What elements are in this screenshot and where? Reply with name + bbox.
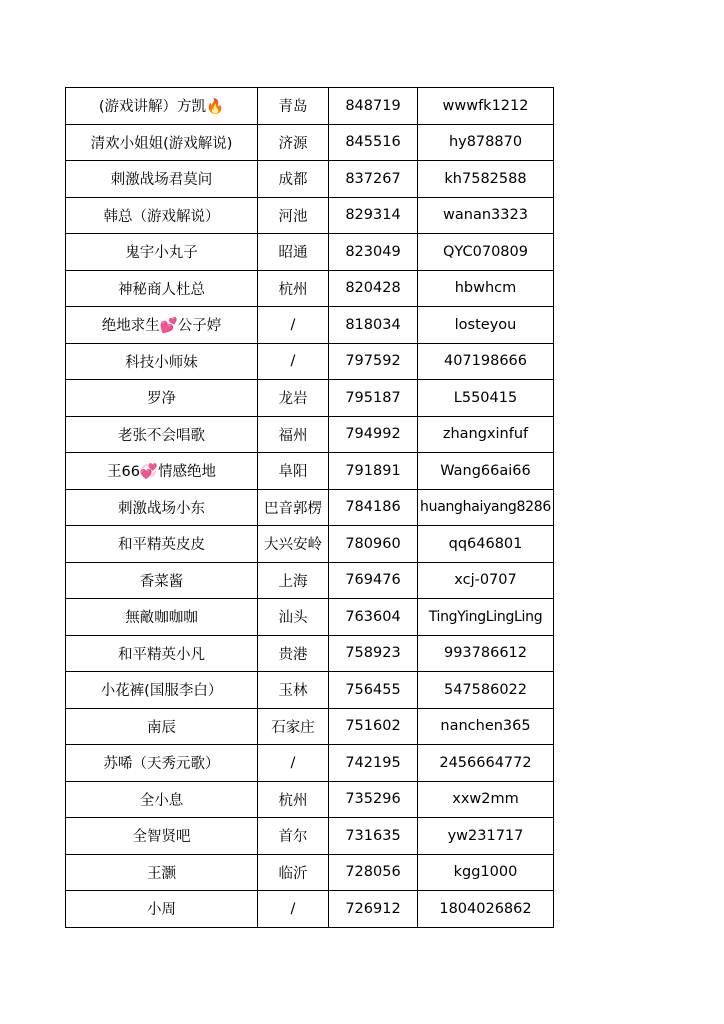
table-row — [66, 270, 554, 307]
name-cell: 和平精英皮皮 — [66, 526, 258, 563]
name-cell: 老张不会唱歌 — [66, 416, 258, 453]
name-cell: 香菜酱 — [66, 562, 258, 599]
account-cell: wanan3323 — [418, 197, 554, 234]
number-cell: 758923 — [329, 635, 418, 672]
name-cell: 刺激战场君莫问 — [66, 161, 258, 198]
account-cell: yw231717 — [418, 818, 554, 855]
number-cell: 726912 — [329, 891, 418, 928]
table-row — [66, 672, 554, 709]
city-cell: 上海 — [258, 562, 329, 599]
account-cell: zhangxinfuf — [418, 416, 554, 453]
account-cell: xcj-0707 — [418, 562, 554, 599]
account-cell: kh7582588 — [418, 161, 554, 198]
number-cell: 780960 — [329, 526, 418, 563]
table-row — [66, 234, 554, 271]
city-cell: 石家庄 — [258, 708, 329, 745]
city-cell: 汕头 — [258, 599, 329, 636]
name-cell: 和平精英小凡 — [66, 635, 258, 672]
data-table — [65, 87, 554, 928]
number-cell: 728056 — [329, 854, 418, 891]
table-body — [66, 88, 554, 928]
table-row — [66, 745, 554, 782]
name-cell: 王66💞情感绝地 — [66, 453, 258, 490]
account-cell: 993786612 — [418, 635, 554, 672]
city-cell: 贵港 — [258, 635, 329, 672]
name-cell: 韩总（游戏解说） — [66, 197, 258, 234]
account-cell: losteyou — [418, 307, 554, 344]
name-cell: 罗净 — [66, 380, 258, 417]
table-row — [66, 88, 554, 125]
table-row — [66, 562, 554, 599]
table-row — [66, 818, 554, 855]
name-cell: 神秘商人杜总 — [66, 270, 258, 307]
account-cell: hbwhcm — [418, 270, 554, 307]
account-cell: nanchen365 — [418, 708, 554, 745]
table-row — [66, 854, 554, 891]
name-cell: 全小息 — [66, 781, 258, 818]
number-cell: 848719 — [329, 88, 418, 125]
account-cell: 547586022 — [418, 672, 554, 709]
account-cell: TingYingLingLing — [418, 599, 554, 636]
account-cell: xxw2mm — [418, 781, 554, 818]
table-row — [66, 307, 554, 344]
city-cell: / — [258, 745, 329, 782]
city-cell: 成都 — [258, 161, 329, 198]
name-cell: 清欢小姐姐(游戏解说) — [66, 124, 258, 161]
name-cell: 苏唏（天秀元歌） — [66, 745, 258, 782]
table-row — [66, 343, 554, 380]
number-cell: 845516 — [329, 124, 418, 161]
number-cell: 795187 — [329, 380, 418, 417]
city-cell: 福州 — [258, 416, 329, 453]
table-row — [66, 891, 554, 928]
city-cell: / — [258, 891, 329, 928]
account-cell: 2456664772 — [418, 745, 554, 782]
name-cell: 南辰 — [66, 708, 258, 745]
table-row — [66, 635, 554, 672]
number-cell: 820428 — [329, 270, 418, 307]
number-cell: 823049 — [329, 234, 418, 271]
table-row — [66, 599, 554, 636]
number-cell: 751602 — [329, 708, 418, 745]
city-cell: 临沂 — [258, 854, 329, 891]
number-cell: 829314 — [329, 197, 418, 234]
number-cell: 763604 — [329, 599, 418, 636]
account-cell: kgg1000 — [418, 854, 554, 891]
name-cell: 刺激战场小东 — [66, 489, 258, 526]
city-cell: 杭州 — [258, 781, 329, 818]
city-cell: 河池 — [258, 197, 329, 234]
account-cell: Wang66ai66 — [418, 453, 554, 490]
table-row — [66, 161, 554, 198]
table-row — [66, 708, 554, 745]
name-cell: 王灏 — [66, 854, 258, 891]
name-cell: (游戏讲解）方凯🔥 — [66, 88, 258, 125]
name-cell: 科技小师妹 — [66, 343, 258, 380]
city-cell: 大兴安岭 — [258, 526, 329, 563]
table-row — [66, 124, 554, 161]
table-row — [66, 781, 554, 818]
number-cell: 797592 — [329, 343, 418, 380]
city-cell: 青岛 — [258, 88, 329, 125]
number-cell: 818034 — [329, 307, 418, 344]
table-row — [66, 453, 554, 490]
account-cell: 1804026862 — [418, 891, 554, 928]
table-row — [66, 380, 554, 417]
account-cell: wwwfk1212 — [418, 88, 554, 125]
number-cell: 791891 — [329, 453, 418, 490]
city-cell: 首尔 — [258, 818, 329, 855]
number-cell: 769476 — [329, 562, 418, 599]
table-row — [66, 489, 554, 526]
city-cell: 玉林 — [258, 672, 329, 709]
name-cell: 小花裤(国服李白） — [66, 672, 258, 709]
number-cell: 784186 — [329, 489, 418, 526]
city-cell: 昭通 — [258, 234, 329, 271]
number-cell: 742195 — [329, 745, 418, 782]
account-cell: hy878870 — [418, 124, 554, 161]
city-cell: 阜阳 — [258, 453, 329, 490]
name-cell: 小周 — [66, 891, 258, 928]
table-row — [66, 197, 554, 234]
table-row — [66, 526, 554, 563]
account-cell: L550415 — [418, 380, 554, 417]
number-cell: 756455 — [329, 672, 418, 709]
city-cell: 巴音郭楞 — [258, 489, 329, 526]
number-cell: 794992 — [329, 416, 418, 453]
account-cell: 407198666 — [418, 343, 554, 380]
city-cell: 杭州 — [258, 270, 329, 307]
account-cell: huanghaiyang8286 — [418, 489, 554, 526]
number-cell: 731635 — [329, 818, 418, 855]
account-cell: QYC070809 — [418, 234, 554, 271]
table-row — [66, 416, 554, 453]
city-cell: 济源 — [258, 124, 329, 161]
name-cell: 全智贤吧 — [66, 818, 258, 855]
name-cell: 鬼宇小丸子 — [66, 234, 258, 271]
city-cell: 龙岩 — [258, 380, 329, 417]
city-cell: / — [258, 307, 329, 344]
account-cell: qq646801 — [418, 526, 554, 563]
number-cell: 735296 — [329, 781, 418, 818]
number-cell: 837267 — [329, 161, 418, 198]
city-cell: / — [258, 343, 329, 380]
name-cell: 绝地求生💕公子婷 — [66, 307, 258, 344]
name-cell: 無敵咖咖咖 — [66, 599, 258, 636]
